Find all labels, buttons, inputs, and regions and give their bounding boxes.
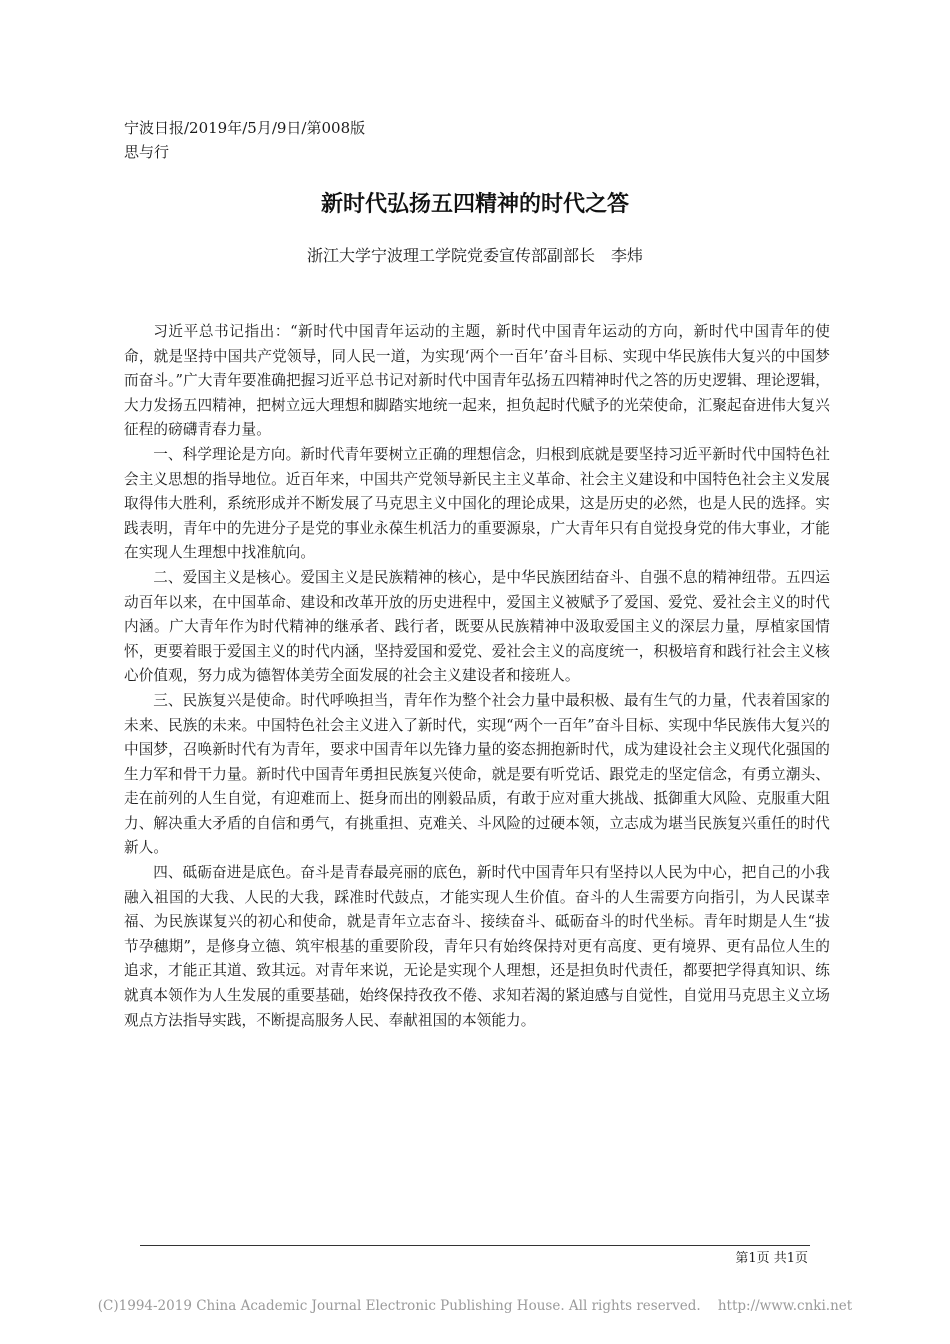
paragraph-section-3: 三、民族复兴是使命。时代呼唤担当，青年作为整个社会力量中最积极、最有生气的力量，代表着国家的未来、民族的未来。中国特色社会主义进入了新时代，实现“两个一百年”奋斗目标、实现中华民族伟大复兴的中国梦，召唤新时代有为青年，要求中国青年以先锋力量的姿态拥抱新时代，成为建设社会主义现代化强国的生力军和骨干力量。新时代中国青年勇担民族复兴使命，就是要有听党话、跟党走的坚定信念，有勇立潮头、走在前列的人生自觉，有迎难而上、挺身而出的刚毅品质，有敢于应对重大挑战、抵御重大风险、克服重大阻力、解决重大矛盾的自信和勇气，有挑重担、克难关、斗风险的过硬本领，立志成为堪当民族复兴重任的时代新人。	[124, 691, 830, 857]
article-title: 新时代弘扬五四精神的时代之答	[320, 192, 629, 217]
copyright-watermark: (C)1994-2019 China Academic Journal Electronic Publishing House. All rights reserved. http://www.cnki.net	[97, 1298, 853, 1314]
section-name: 思与行	[124, 143, 170, 161]
paragraph-intro: 习近平总书记指出：“新时代中国青年运动的主题，新时代中国青年运动的方向，新时代中国青年的使命，就是坚持中国共产党领导，同人民一道，为实现‘两个一百年’奋斗目标、实现中华民族伟大复兴的中国梦而奋斗。”广大青年要准确把握习近平总书记对新时代中国青年弘扬五四精神时代之答的历史逻辑、理论逻辑，大力发扬五四精神，把树立远大理想和脚踏实地统一起来，担负起时代赋予的光荣使命，汇聚起奋进伟大复兴征程的磅礴青春力量。	[124, 323, 830, 439]
byline	[0, 243, 950, 269]
paragraph-section-4: 四、砥砺奋进是底色。奋斗是青春最亮丽的底色，新时代中国青年只有坚持以人民为中心，把自己的小我融入祖国的大我、人民的大我，踩准时代鼓点，才能实现人生价值。奋斗的人生需要方向指引，为人民谋幸福、为民族谋复兴的初心和使命，就是青年立志奋斗、接续奋斗、砥砺奋斗的时代坐标。青年时期是人生“拔节孕穗期”，是修身立德、筑牢根基的重要阶段，青年只有始终保持对更有高度、更有境界、更有品位人生的追求，才能正其道、致其远。对青年来说，无论是实现个人理想，还是担负时代责任，都要把学得真知识、练就真本领作为人生发展的重要基础，始终保持孜孜不倦、求知若渴的紧迫感与自觉性，自觉用马克思主义立场观点方法指导实践，不断提高服务人民、奉献祖国的本领能力。	[124, 864, 830, 1029]
paragraph-section-2: 二、爱国主义是核心。爱国主义是民族精神的核心，是中华民族团结奋斗、自强不息的精神纽带。五四运动百年以来，在中国革命、建设和改革开放的历史进程中，爱国主义被赋予了爱国、爱党、爱社会主义的时代内涵。广大青年作为时代精神的继承者、践行者，既要从民族精神中汲取爱国主义的深层力量，厚植家国情怀，更要着眼于爱国主义的时代内涵，坚持爱国和爱党、爱社会主义的高度统一，积极培育和践行社会主义核心价值观，努力成为德智体美劳全面发展的社会主义建设者和接班人。	[124, 568, 830, 685]
source-citation: 宁波日报/2019年/5月/9日/第008版	[124, 119, 366, 137]
footer-divider	[140, 1245, 810, 1246]
author-name: 李炜	[611, 246, 644, 265]
article-body	[124, 320, 830, 1033]
author-affiliation: 浙江大学宁波理工学院党委宣传部副部长	[306, 246, 595, 265]
paragraph-section-1: 一、科学理论是方向。新时代青年要树立正确的理想信念，归根到底就是要坚持习近平新时代中国特色社会主义思想的指导地位。近百年来，中国共产党领导新民主主义革命、社会主义建设和中国特色社会主义发展取得伟大胜利，系统形成并不断发展了马克思主义中国化的理论成果，这是历史的必然，也是人民的选择。实践表明，青年中的先进分子是党的事业永葆生机活力的重要源泉，广大青年只有自觉投身党的伟大事业，才能在实现人生理想中找准航向。	[124, 445, 830, 562]
page-number: 第1页 共1页	[735, 1251, 808, 1266]
